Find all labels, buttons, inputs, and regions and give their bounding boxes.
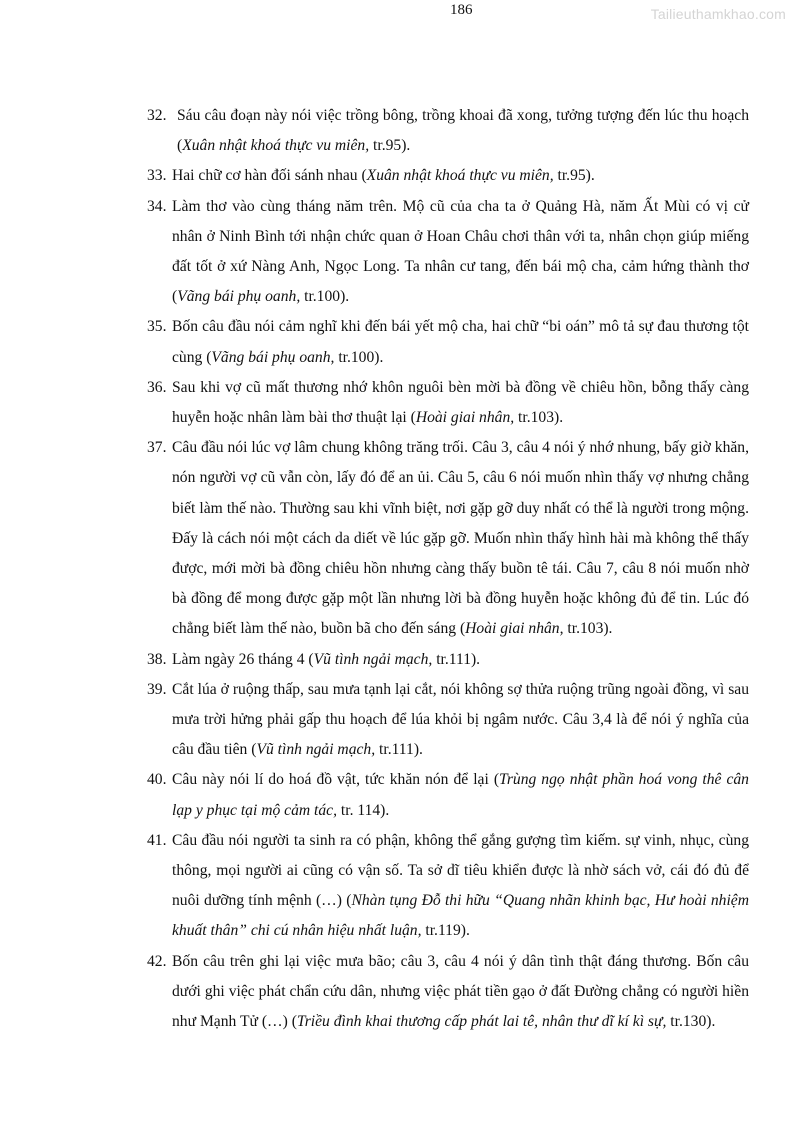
notes-list [147,101,749,1037]
note-body [172,947,749,1038]
note-tail: tr.119). [421,922,470,940]
note-text: Sau khi vợ cũ mất thương nhớ khôn nguôi bèn mời bà đồng về chiêu hồn, bỗng thấy càng huyễn hoặc nhân làm bài thơ thuật lại ( [172,378,749,427]
note-tail: tr.111). [375,741,423,759]
note-tail: tr.130). [666,1013,716,1031]
note-text: Câu đầu nói lúc vợ lâm chung không trăng trối. Câu 3, câu 4 nói ý nhớ nhung, bấy giờ khăn, nón người vợ cũ vẫn còn, lấy đó để an ủi. Câu 5, câu 6 nói muốn nhìn thấy vợ nhưng chẳng biết làm thế nào. Thường sau khi vĩnh biệt, nơi gặp gỡ duy nhất có thể là người trong mộng. Đấy là cách nói một cách da diết về lúc gặp gỡ. Muốn nhìn thấy hình hài mà không thể thấy được, mới mời bà đồng chiêu hồn nhưng càng thấy buồn tê tái. Câu 7, câu 8 nói muốn nhờ bà đồng để mong được gặp một lần nhưng lời bà đồng huyễn hoặc không đủ để tin. Lúc đó chẳng biết làm thế nào, buồn bã cho đến sáng ( [172,439,749,638]
note-item [147,373,749,433]
note-source: Trùng ngọ nhật phần hoá vong thê cân lạp y phục tại mộ cảm tác, [172,771,749,819]
note-item [147,192,749,313]
page-number: 186 [450,2,473,18]
note-text: Bốn câu trên ghi lại việc mưa bão; câu 3, câu 4 nói ý dân tình thật đáng thương. Bốn câu dưới ghi việc phát chẩn cứu dân, nhưng việc phát tiền gạo ở đất Đường chẳng có người hiền như Mạnh Tử (…) ( [172,952,749,1031]
note-source: Vãng bái phụ oanh, [177,288,301,306]
note-body [177,101,749,161]
note-body [172,765,749,825]
note-item [147,947,749,1038]
note-tail: tr.95). [369,137,411,155]
note-body [172,161,749,191]
note-source: Xuân nhật khoá thực vu miên, [366,167,554,185]
note-source: Vãng bái phụ oanh, [211,348,335,366]
note-item [147,826,749,947]
note-number: 42. [147,952,167,970]
note-number: 37. [147,439,167,457]
note-number: 39. [147,680,167,698]
note-text: Làm ngày 26 tháng 4 ( [172,650,314,668]
note-body [172,433,749,644]
note-item [147,312,749,372]
note-item [147,161,749,191]
note-number: 32. [147,107,167,124]
note-source: Nhàn tụng Đỗ thi hữu “Quang nhãn khinh bạc, Hư hoài nhiệm khuất thân” chi cú nhân hiệu nhất luận, [172,892,749,940]
note-source: Triều đình khai thương cấp phát lai tê, nhân thư dĩ kí kì sự, [296,1013,667,1031]
note-tail: tr.111). [432,650,481,668]
note-body [172,675,749,766]
note-source: Xuân nhật khoá thực vu miên, [182,137,370,155]
note-number: 34. [147,197,167,215]
note-number: 36. [147,378,167,396]
note-body [172,826,749,947]
note-text: Làm thơ vào cùng tháng năm trên. Mộ cũ của cha ta ở Quảng Hà, năm Ất Mùi có vị cử nhân ở Ninh Bình tới nhận chức quan ở Hoan Châu chơi thân với ta, nhân chọn giúp miếng đất tốt ở xứ Nàng Anh, Ngọc Long. Ta nhân cư tang, đến bái mộ cha, cảm hứng thành thơ ( [172,197,749,306]
note-tail: tr. 114). [337,801,390,819]
note-text: Cắt lúa ở ruộng thấp, sau mưa tạnh lại cắt, nói không sợ thửa ruộng trũng ngoài đồng, vì sau mưa trời hửng phải gấp thu hoạch để lúa khỏi bị ngâm nước. Câu 3,4 là để nói ý nghĩa của câu đầu tiên ( [172,680,749,759]
note-number: 41. [147,831,167,849]
note-number: 40. [147,771,167,789]
note-number: 35. [147,318,167,336]
note-number: 38. [147,650,167,668]
note-item [147,433,749,644]
note-text: Câu này nói lí do hoá đồ vật, tức khăn nón để lại ( [172,771,500,789]
note-body [172,373,749,433]
note-source: Hoài giai nhân, [465,620,564,638]
note-item [147,101,749,161]
note-number: 33. [147,167,167,185]
note-tail: tr.95). [553,167,595,185]
note-tail: tr.103). [563,620,613,638]
note-item [147,765,749,825]
note-body [172,312,749,372]
note-source: Vũ tình ngải mạch, [313,650,433,668]
note-body [172,192,749,313]
note-tail: tr.103). [514,409,564,427]
note-body [172,645,749,675]
note-source: Vũ tình ngải mạch, [256,741,376,759]
note-item [147,675,749,766]
note-text: Sáu câu đoạn này nói việc trồng bông, trồng khoai đã xong, tưởng tượng đến lúc thu hoạch ( [177,107,749,155]
watermark: Tailieuthamkhao.com [650,6,786,22]
note-text: Câu đầu nói người ta sinh ra có phận, không thể gắng gượng tìm kiếm. sự vinh, nhục, cùng thông, mọi người ai cũng có vận số. Ta sở dĩ tiêu khiển được là nhờ sách vở, cái đó đủ để nuôi dưỡng tính mệnh (…) ( [172,831,749,910]
note-item [147,645,749,675]
note-text: Bốn câu đầu nói cảm nghĩ khi đến bái yết mộ cha, hai chữ “bi oán” mô tả sự đau thương tột cùng ( [172,318,749,366]
note-tail: tr.100). [334,348,384,366]
note-text: Hai chữ cơ hàn đối sánh nhau ( [172,167,367,185]
note-source: Hoài giai nhân, [415,409,515,427]
note-tail: tr.100). [300,288,350,306]
